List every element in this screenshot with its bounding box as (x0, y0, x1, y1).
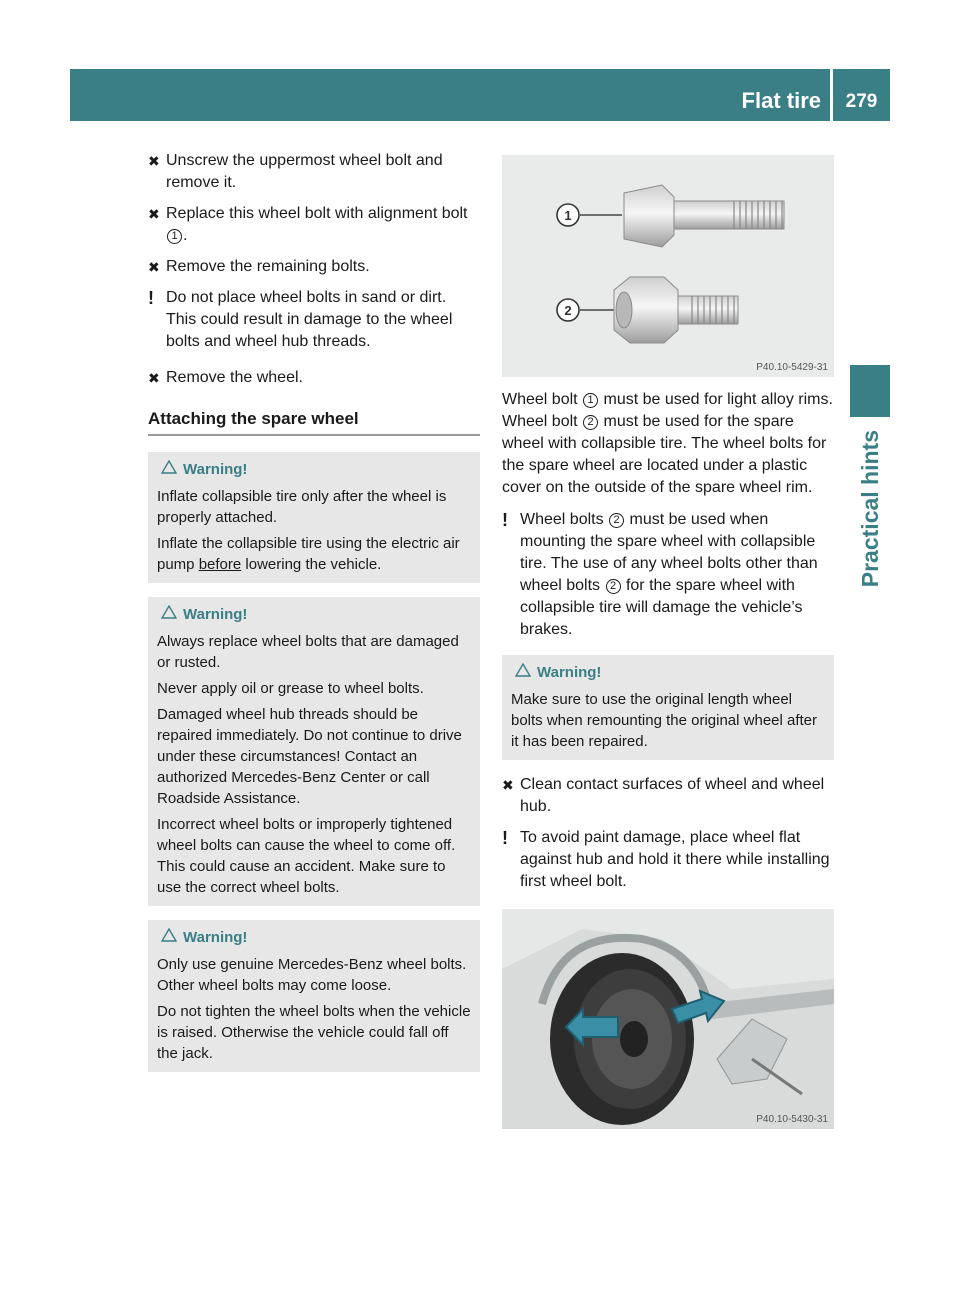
warning-triangle-icon (515, 663, 537, 683)
section-heading: Attaching the spare wheel (148, 398, 480, 436)
warning-text: Only use genuine Mercedes-Benz wheel bolts. Other wheel bolts may come loose. (157, 956, 467, 994)
callout-2-marker: 2 (583, 415, 598, 430)
warning-text: Always replace wheel bolts that are damaged or rusted. (157, 633, 459, 671)
section-tab-marker (850, 365, 890, 417)
note-brakes: ! Wheel bolts 2 must be used when mounting the spare wheel with collapsible tire. The use of any wheel bolts other than wheel bolts 2 for the spare wheel with collapsible tire will damage the vehicle’s brakes. (502, 510, 818, 638)
exclamation-icon: ! (502, 510, 508, 530)
warning-triangle-icon (161, 605, 183, 625)
note-paint-damage: ! To avoid paint damage, place wheel flat against hub and hold it there while installing first wheel bolt. (502, 828, 830, 890)
callout-2-label: 2 (564, 303, 572, 318)
step-remove-wheel: ✖︎ Remove the wheel. (148, 367, 480, 389)
warning-text: Make sure to use the original length wheel bolts when remounting the original wheel after it has been repaired. (511, 691, 818, 750)
step-arrow-icon: ✖︎ (148, 206, 160, 222)
spare-wheel-illustration (502, 909, 834, 1129)
exclamation-icon: ! (148, 288, 154, 308)
step-arrow-icon: ✖︎ (502, 777, 514, 793)
warning-box-inflate (148, 452, 480, 583)
warning-heading: Warning! (157, 605, 473, 625)
wheel-bolts-illustration (502, 155, 834, 377)
warning-text: Do not tighten the wheel bolts when the vehicle is raised. Otherwise the vehicle could fall off the jack. (157, 1003, 471, 1062)
page-number: 279 (845, 91, 878, 112)
warning-box-genuine (148, 920, 480, 1072)
step-arrow-icon: ✖︎ (148, 153, 160, 169)
spare-wheel-figure (502, 909, 834, 1129)
section-tab-text: Practical hints (857, 430, 883, 588)
step-unscrew: ✖︎ Unscrew the uppermost wheel bolt and remove it. (148, 152, 443, 191)
warning-triangle-icon (161, 460, 183, 480)
figure-code: P40.10-5429-31 (756, 362, 828, 373)
warning-heading: Warning! (157, 460, 473, 480)
step-arrow-icon: ✖︎ (148, 259, 160, 275)
warning-heading: Warning! (511, 663, 827, 683)
callout-2-marker: 2 (606, 579, 621, 594)
left-column (148, 150, 480, 1086)
figure-code: P40.10-5430-31 (756, 1114, 828, 1125)
wheel-bolts-figure (502, 155, 834, 377)
step-arrow-icon: ✖︎ (148, 370, 160, 386)
wheel-bolt-description: Wheel bolt 1 must be used for light alloy rims. Wheel bolt 2 must be used for the spare wheel with collapsible tire. The wheel bolts for the spare wheel are located under a plastic cover on the outside of the spare wheel rim. (502, 391, 833, 496)
exclamation-icon: ! (502, 828, 508, 848)
warning-text: Incorrect wheel bolts or improperly tightened wheel bolts can cause the wheel to come off. This could cause an accident. Make sure to use the correct wheel bolts. (157, 816, 456, 896)
callout-1-label: 1 (564, 208, 572, 223)
warning-text: Never apply oil or grease to wheel bolts. (157, 680, 424, 697)
note-sand-dirt: ! Do not place wheel bolts in sand or dirt. This could result in damage to the wheel bolts and wheel hub threads. (148, 288, 453, 350)
warning-box-original-length (502, 655, 834, 760)
callout-2-marker: 2 (609, 513, 624, 528)
step-replace-bolt: ✖︎ Replace this wheel bolt with alignment bolt 1 . (148, 205, 468, 244)
page-title: Flat tire (741, 88, 821, 113)
warning-text: Inflate the collapsible tire using the electric air pump before lowering the vehicle. (157, 535, 460, 573)
section-tab-label (853, 430, 887, 730)
step-remove-bolts: ✖︎ Remove the remaining bolts. (148, 256, 480, 278)
warning-triangle-icon (161, 928, 183, 948)
right-column (502, 155, 834, 1129)
callout-1-marker: 1 (167, 229, 182, 244)
warning-heading: Warning! (157, 928, 473, 948)
callout-1-marker: 1 (583, 393, 598, 408)
step-clean-surfaces: ✖︎ Clean contact surfaces of wheel and wheel hub. (502, 776, 825, 815)
warning-box-bolts (148, 597, 480, 906)
warning-text: Damaged wheel hub threads should be repaired immediately. Do not continue to drive under these circumstances! Contact an authorized Mercedes-Benz Center or call Roadside Assistance. (157, 706, 462, 807)
warning-text: Inflate collapsible tire only after the wheel is properly attached. (157, 488, 447, 526)
